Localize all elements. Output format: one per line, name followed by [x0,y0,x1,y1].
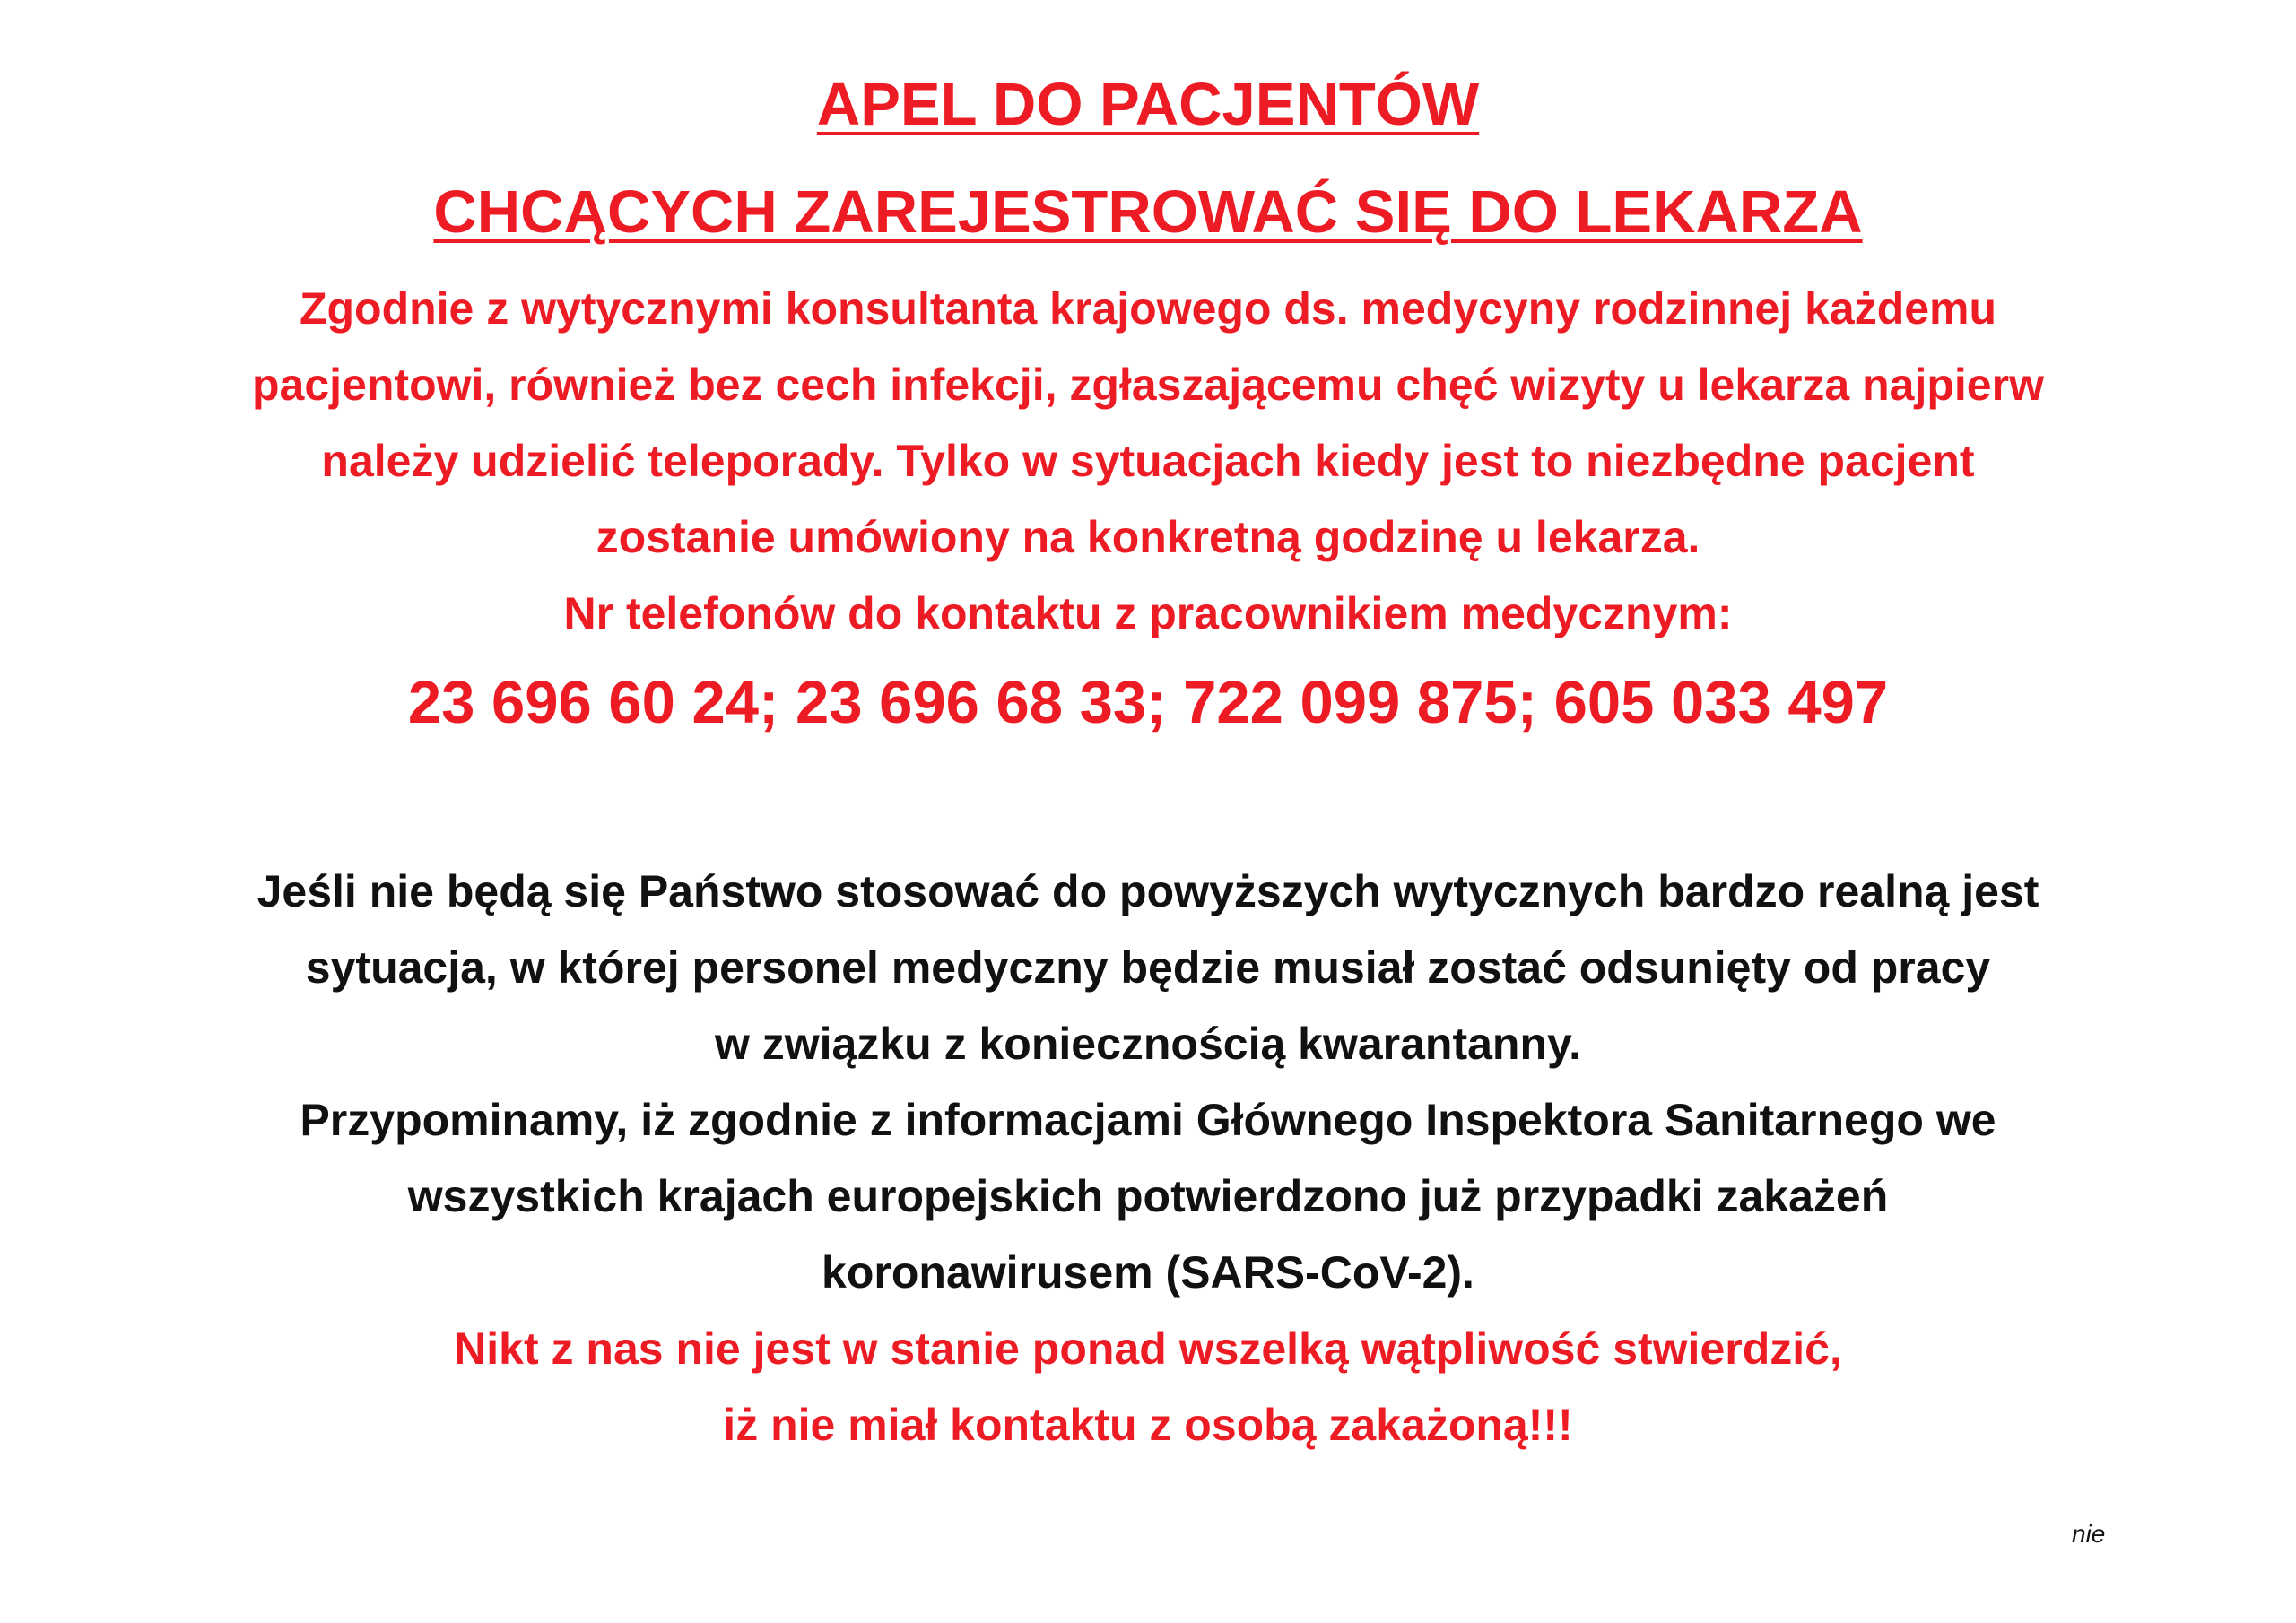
guidance-line-4: zostanie umówiony na konkretną godzinę u lekarza. [596,512,1700,562]
warning-line-3: w związku z koniecznością kwarantanny. [714,1019,1582,1069]
warning-line-2: sytuacja, w której personel medyczny będzie musiał zostać odsunięty od pracy [305,942,1991,993]
footnote-text: nie [2072,1520,2106,1548]
heading-line-2: CHCĄCYCH ZAREJESTROWAĆ SIĘ DO LEKARZA [433,178,1863,246]
heading-line-1: APEL DO PACJENTÓW [816,71,1480,138]
warning-line-1: Jeśli nie będą się Państwo stosować do powyższych wytycznych bardzo realną jest [257,866,2039,916]
contact-label: Nr telefonów do kontaktu z pracownikiem medycznym: [563,588,1733,638]
closing-line-1: Nikt z nas nie jest w stanie ponad wszelką wątpliwość stwierdzić, [454,1324,1842,1374]
closing-line-2: iż nie miał kontaktu z osobą zakażoną!!! [723,1400,1573,1450]
reminder-line-3: koronawirusem (SARS-CoV-2). [822,1247,1474,1298]
guidance-line-2: pacjentowi, również bez cech infekcji, zgłaszającemu chęć wizyty u lekarza najpierw [252,360,2044,410]
guidance-line-1: Zgodnie z wytycznymi konsultanta krajowego ds. medycyny rodzinnej każdemu [299,283,1997,334]
reminder-line-2: wszystkich krajach europejskich potwierdzono już przypadki zakażeń [407,1171,1889,1221]
contact-phone-numbers: 23 696 60 24; 23 696 68 33; 722 099 875; 605 033 497 [407,669,1889,736]
guidance-line-3: należy udzielić teleporady. Tylko w sytuacjach kiedy jest to niezbędne pacjent [321,436,1975,486]
reminder-line-1: Przypominamy, iż zgodnie z informacjami Głównego Inspektora Sanitarnego we [300,1095,1996,1145]
